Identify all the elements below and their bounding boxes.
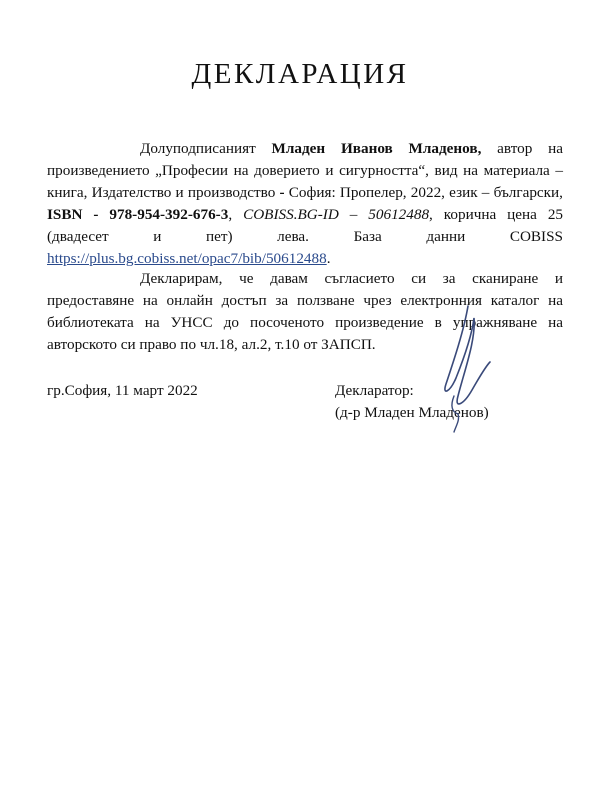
declarant-name: (д-р Младен Младенов) (335, 404, 489, 421)
paragraph-text-3: , (228, 206, 244, 223)
declaration-paragraph (47, 138, 563, 270)
paragraph-text-1: автор на произведението „Професии на доверието и сигурността“, вид на материала – книга, Издателство и производство (47, 140, 563, 201)
paragraph-text-2: София: Пропелер, 2022, език – български, (284, 184, 563, 201)
isbn: ISBN - 978-954-392-676-3 (47, 206, 229, 223)
author-name: Младен Иванов Младенов, (271, 140, 482, 157)
dash: - (279, 184, 285, 201)
cobiss-link[interactable]: https://plus.bg.cobiss.net/opac7/bib/50612488 (47, 250, 327, 267)
paragraph-text-4: , корична цена 25 (двадесет и пет) лева. База данни COBISS (47, 206, 564, 245)
declarant-label: Декларатор: (335, 382, 414, 399)
paragraph-text-5: . (326, 250, 331, 267)
paragraph-lead: Долуподписаният (140, 140, 272, 157)
cobiss-id: COBISS.BG-ID – 50612488 (243, 206, 430, 223)
signature-mark (424, 300, 504, 440)
consent-text: Декларирам, че давам съгласието си за сканиране и предоставяне на онлайн достъп за ползване чрез електронния каталог на библиотеката на УНСС до посоченото произведение в упражняване на авторското си право по чл.18, ал.2, т.10 от ЗАПСП. (47, 270, 563, 353)
document-title: ДЕКЛАРАЦИЯ (191, 58, 409, 90)
place-date: гр.София, 11 март 2022 (47, 382, 198, 399)
